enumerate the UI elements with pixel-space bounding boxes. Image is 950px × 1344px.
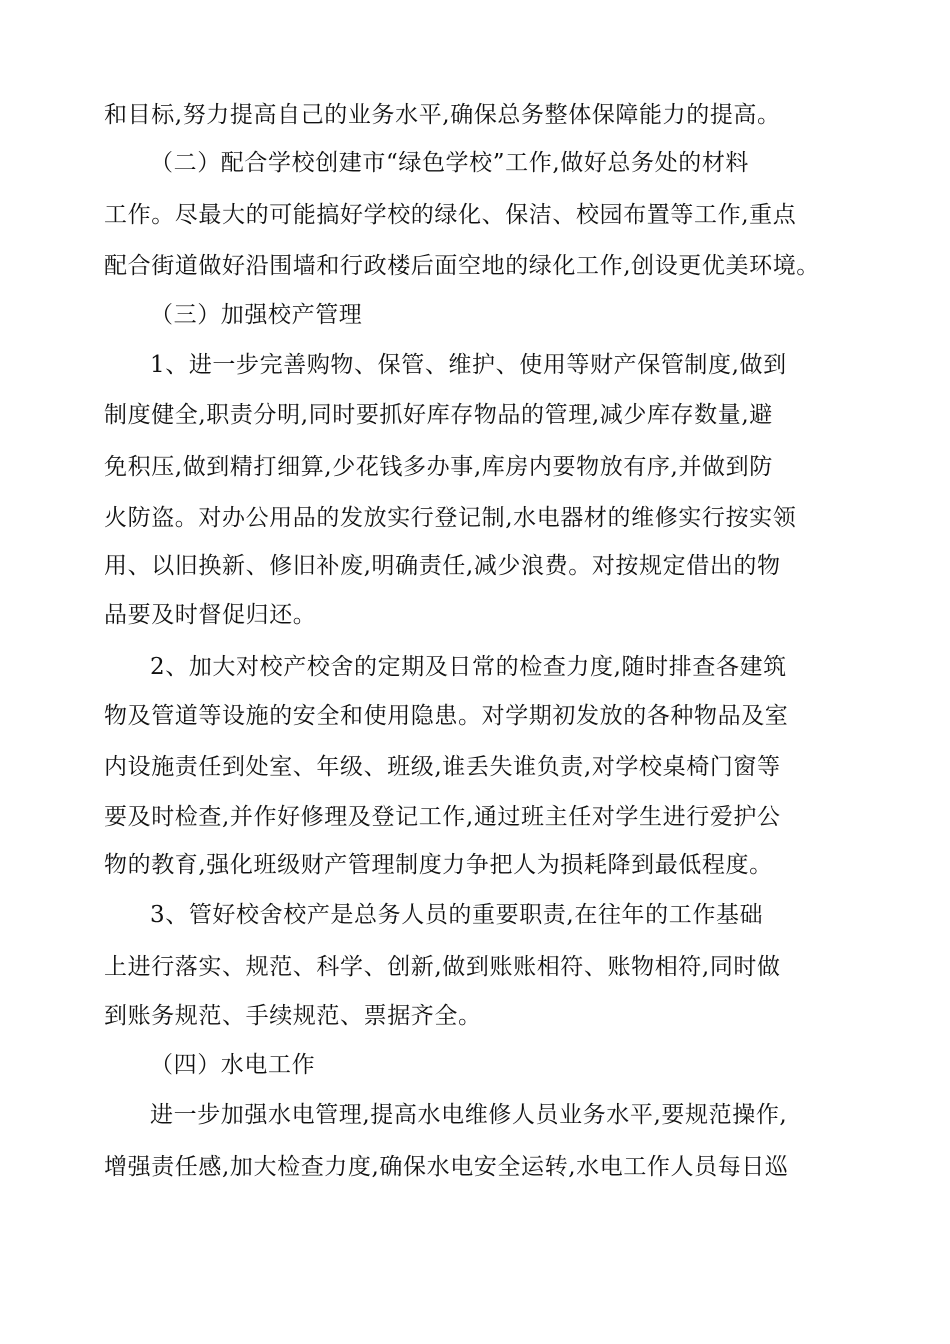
text-line: 到账务规范、手续规范、票据齐全。 <box>104 1003 482 1029</box>
paragraph-start: 1、进一步完善购物、保管、维护、使用等财产保管制度,做到 <box>150 352 787 378</box>
text-line: 工作。尽最大的可能搞好学校的绿化、保洁、校园布置等工作,重点 <box>104 202 797 228</box>
text-line: 物及管道等设施的安全和使用隐患。对学期初发放的各种物品及室 <box>104 703 789 729</box>
text-line: 配合街道做好沿围墙和行政楼后面空地的绿化工作,创设更优美环境。 <box>104 253 820 279</box>
text-line: 制度健全,职责分明,同时要抓好库存物品的管理,减少库存数量,避 <box>104 402 773 428</box>
text-line: 和目标,努力提高自己的业务水平,确保总务整体保障能力的提高。 <box>104 102 781 128</box>
text-line: 物的教育,强化班级财产管理制度力争把人为损耗降到最低程度。 <box>104 852 773 878</box>
text-line: 增强责任感,加大检查力度,确保水电安全运转,水电工作人员每日巡 <box>104 1154 789 1180</box>
paragraph-start: 2、加大对校产校舍的定期及日常的检查力度,随时排查各建筑 <box>150 654 787 680</box>
text-line: 上进行落实、规范、科学、创新,做到账账相符、账物相符,同时做 <box>104 954 781 980</box>
text-line: 免积压,做到精打细算,少花钱多办事,库房内要物放有序,并做到防 <box>104 454 773 480</box>
text-line: 火防盗。对办公用品的发放实行登记制,水电器材的维修实行按实领 <box>104 505 797 531</box>
section-heading: （二）配合学校创建市“绿色学校”工作,做好总务处的材料 <box>150 150 750 176</box>
text-line: 内设施责任到处室、年级、班级,谁丢失谁负责,对学校桌椅门窗等 <box>104 754 781 780</box>
section-heading: （三）加强校产管理 <box>150 302 363 328</box>
section-heading: （四）水电工作 <box>150 1052 316 1078</box>
text-line: 用、以旧换新、修旧补废,明确责任,减少浪费。对按规定借出的物 <box>104 553 781 579</box>
text-line: 要及时检查,并作好修理及登记工作,通过班主任对学生进行爱护公 <box>104 804 781 830</box>
text-line: 品要及时督促归还。 <box>104 602 317 628</box>
paragraph-start: 进一步加强水电管理,提高水电维修人员业务水平,要规范操作, <box>150 1102 788 1128</box>
paragraph-start: 3、管好校舍校产是总务人员的重要职责,在往年的工作基础 <box>150 902 764 928</box>
